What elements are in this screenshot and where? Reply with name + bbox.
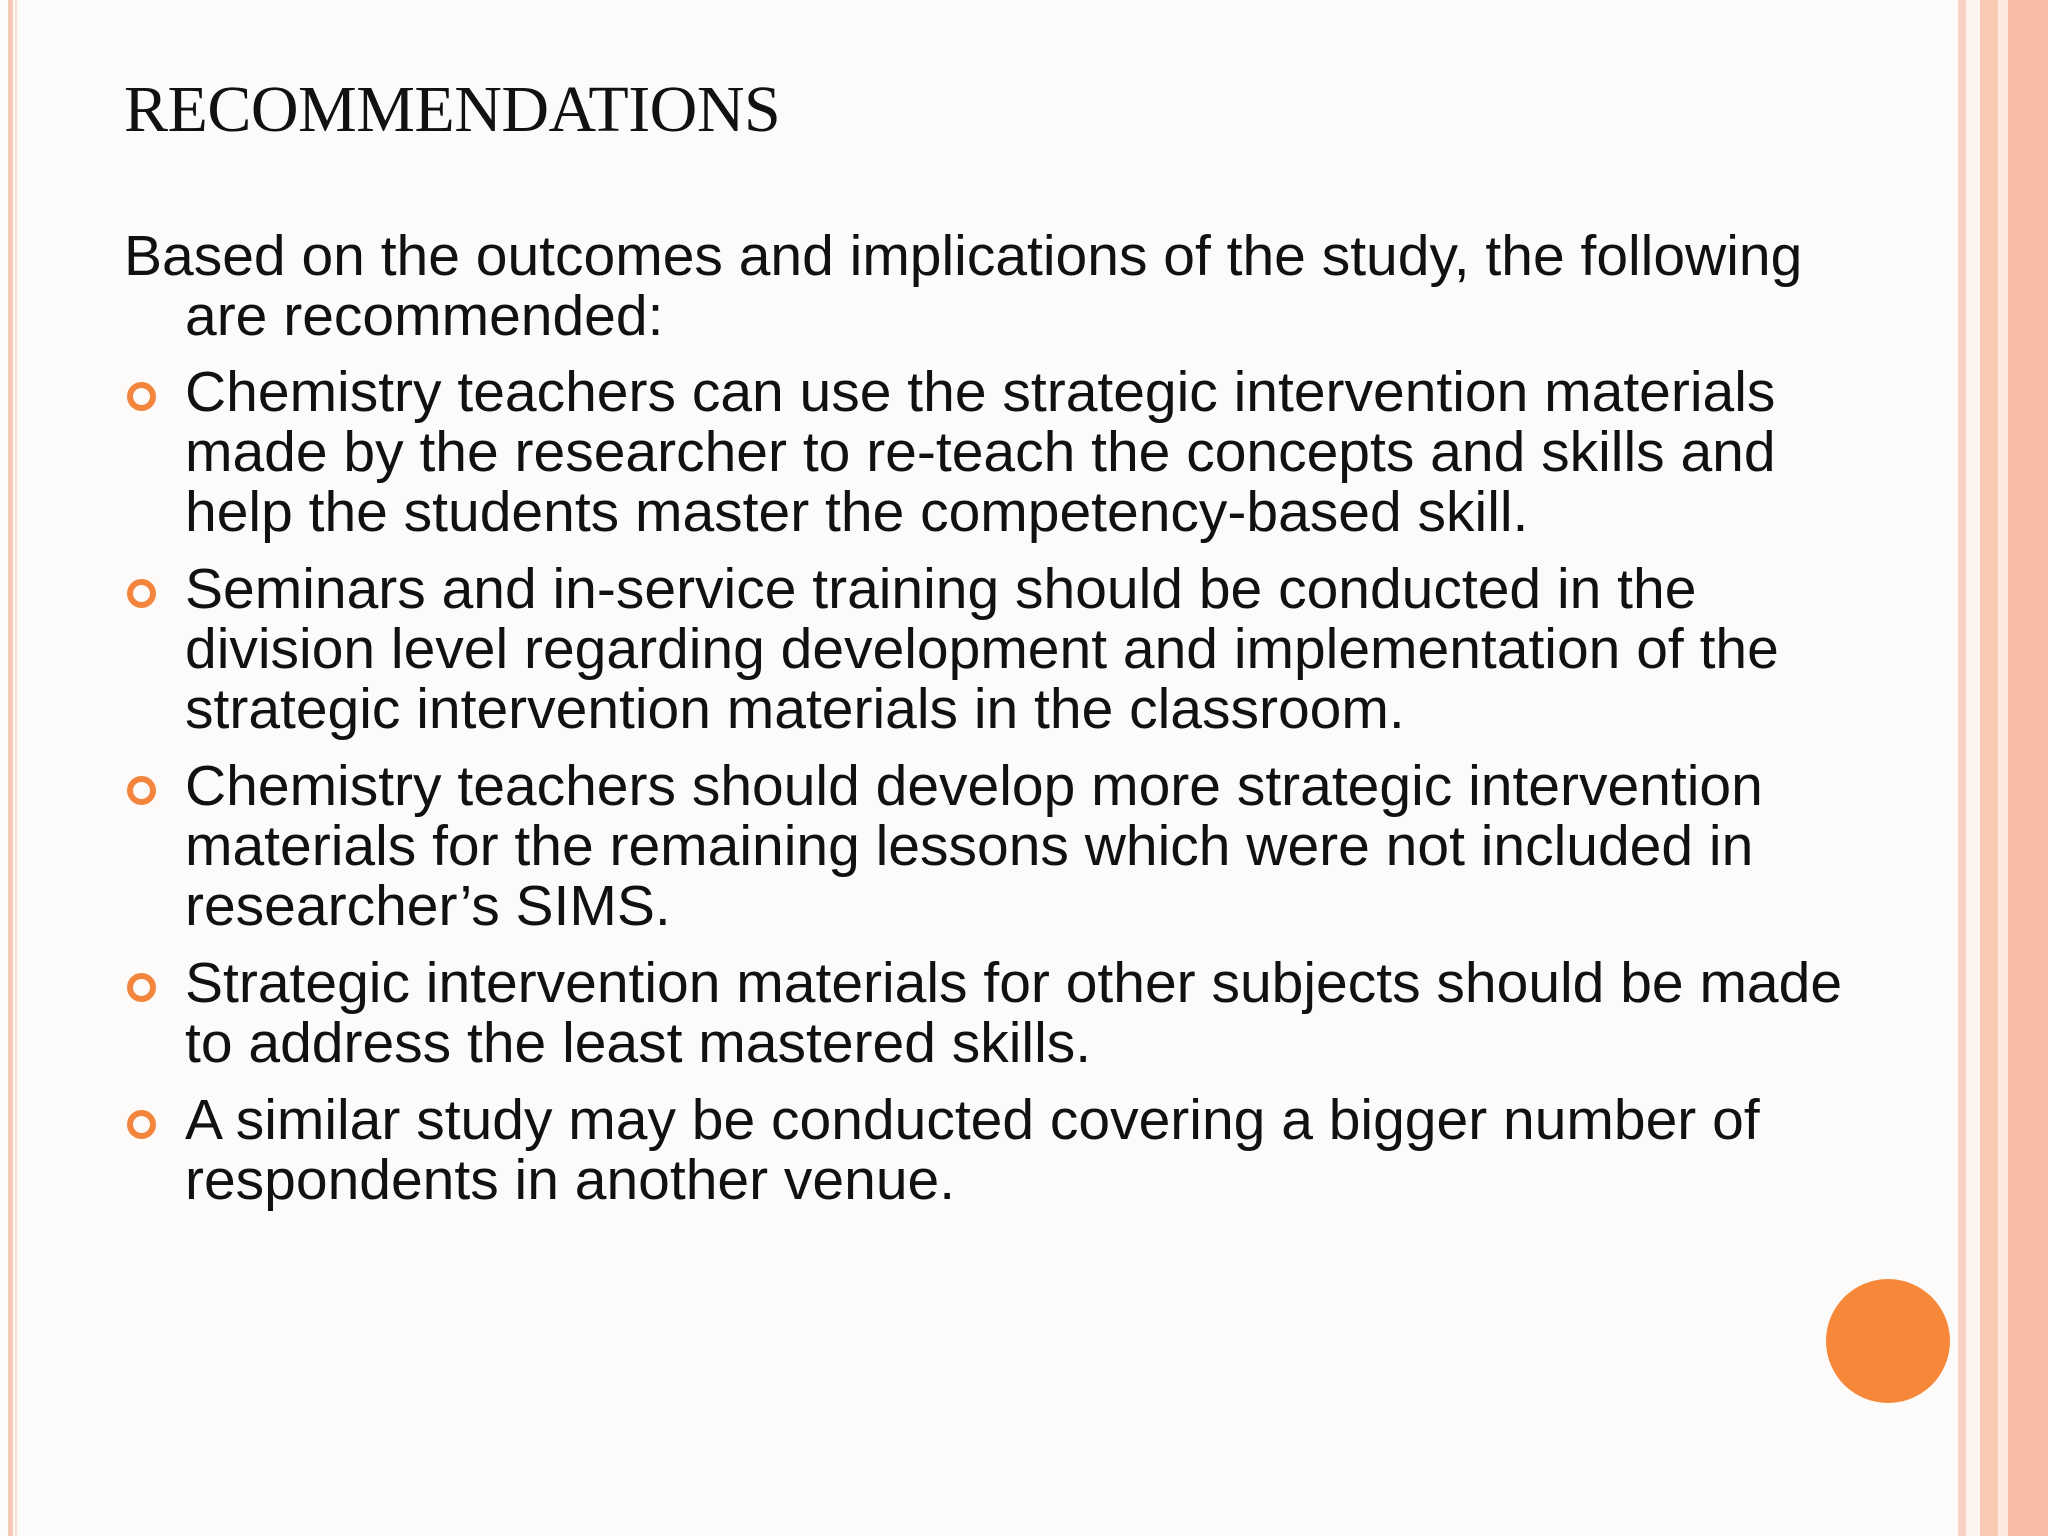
list-item	[124, 362, 1884, 542]
recommendation-text: A similar study may be conducted covering a bigger number of respondents in another venue.	[185, 1088, 1760, 1212]
list-item	[124, 756, 1884, 936]
left-frame-inner-line	[15, 0, 17, 1536]
recommendation-text: Seminars and in-service training should be conducted in the division level regarding development and implementation of the strategic intervention materials in the classroom.	[185, 557, 1779, 741]
list-item	[124, 559, 1884, 739]
hollow-circle-bullet-icon	[127, 1110, 156, 1139]
list-item	[124, 1090, 1884, 1210]
right-decorative-band-middle	[1980, 0, 1998, 1536]
recommendation-text: Chemistry teachers should develop more strategic intervention materials for the remaining lessons which were not included in researcher’s SIMS.	[185, 754, 1763, 938]
right-decorative-band-outer	[2008, 0, 2048, 1536]
right-decorative-band-gap	[1966, 0, 1980, 1536]
hollow-circle-bullet-icon	[127, 973, 156, 1002]
right-decorative-band	[1958, 0, 1966, 1536]
recommendation-text: Strategic intervention materials for other subjects should be made to address the least mastered skills.	[185, 951, 1843, 1075]
right-decorative-band-gap-2	[1998, 0, 2008, 1536]
left-frame-line	[8, 0, 13, 1536]
orange-accent-circle	[1826, 1279, 1950, 1403]
slide-title: RECOMMENDATIONS	[124, 73, 781, 146]
recommendation-text: Chemistry teachers can use the strategic intervention materials made by the researcher to re-teach the concepts and skills and help the students master the competency-based skill.	[185, 360, 1776, 544]
list-item	[124, 953, 1884, 1073]
intro-paragraph: Based on the outcomes and implications of the study, the following are recommended:	[124, 224, 1803, 348]
slide-body	[124, 226, 1884, 1227]
recommendations-list	[124, 362, 1884, 1210]
hollow-circle-bullet-icon	[127, 776, 156, 805]
hollow-circle-bullet-icon	[127, 579, 156, 608]
hollow-circle-bullet-icon	[127, 382, 156, 411]
